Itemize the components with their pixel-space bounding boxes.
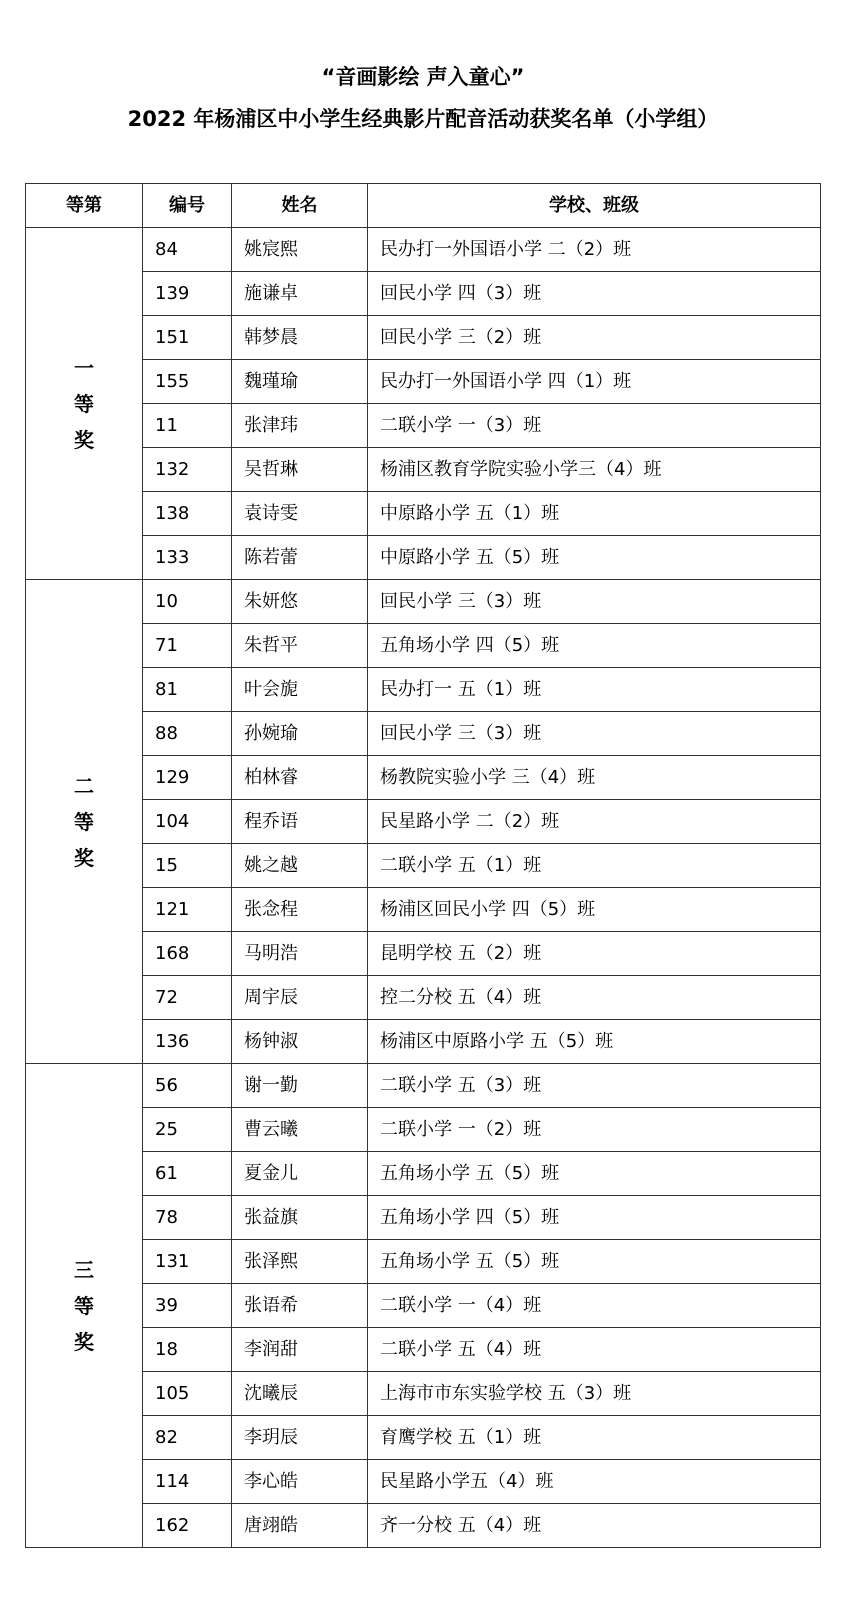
entry-number: 82 bbox=[143, 1416, 232, 1460]
school-class: 五角场小学 四（5）班 bbox=[368, 1196, 821, 1240]
school-class: 二联小学 五（3）班 bbox=[368, 1064, 821, 1108]
student-name: 袁诗雯 bbox=[232, 492, 368, 536]
entry-number: 72 bbox=[143, 976, 232, 1020]
student-name: 韩梦晨 bbox=[232, 316, 368, 360]
school-class: 民办打一 五（1）班 bbox=[368, 668, 821, 712]
student-name: 李润甜 bbox=[232, 1328, 368, 1372]
entry-number: 18 bbox=[143, 1328, 232, 1372]
table-row bbox=[26, 580, 821, 624]
table-row bbox=[26, 1020, 821, 1064]
student-name: 沈曦辰 bbox=[232, 1372, 368, 1416]
award-grade-label: 二等奖 bbox=[74, 773, 94, 870]
student-name: 杨钟淑 bbox=[232, 1020, 368, 1064]
entry-number: 61 bbox=[143, 1152, 232, 1196]
table-row bbox=[26, 888, 821, 932]
student-name: 张泽熙 bbox=[232, 1240, 368, 1284]
student-name: 朱哲平 bbox=[232, 624, 368, 668]
school-class: 民星路小学 二（2）班 bbox=[368, 800, 821, 844]
entry-number: 121 bbox=[143, 888, 232, 932]
entry-number: 81 bbox=[143, 668, 232, 712]
entry-number: 155 bbox=[143, 360, 232, 404]
student-name: 程乔语 bbox=[232, 800, 368, 844]
award-table bbox=[25, 183, 821, 1548]
header-grade: 等第 bbox=[26, 184, 143, 228]
entry-number: 132 bbox=[143, 448, 232, 492]
student-name: 李心皓 bbox=[232, 1460, 368, 1504]
title-line-1: “音画影绘 声入童心” bbox=[321, 65, 525, 89]
student-name: 朱妍悠 bbox=[232, 580, 368, 624]
entry-number: 131 bbox=[143, 1240, 232, 1284]
school-class: 昆明学校 五（2）班 bbox=[368, 932, 821, 976]
table-row bbox=[26, 228, 821, 272]
school-class: 回民小学 三（2）班 bbox=[368, 316, 821, 360]
school-class: 杨浦区回民小学 四（5）班 bbox=[368, 888, 821, 932]
entry-number: 11 bbox=[143, 404, 232, 448]
school-class: 二联小学 一（2）班 bbox=[368, 1108, 821, 1152]
table-header-row bbox=[26, 184, 821, 228]
entry-number: 71 bbox=[143, 624, 232, 668]
entry-number: 10 bbox=[143, 580, 232, 624]
student-name: 吴哲琳 bbox=[232, 448, 368, 492]
entry-number: 56 bbox=[143, 1064, 232, 1108]
award-grade-cell bbox=[26, 580, 143, 1064]
school-class: 齐一分校 五（4）班 bbox=[368, 1504, 821, 1548]
table-row bbox=[26, 1152, 821, 1196]
table-row bbox=[26, 756, 821, 800]
award-grade-label: 一等奖 bbox=[74, 355, 94, 452]
student-name: 唐翊皓 bbox=[232, 1504, 368, 1548]
school-class: 民办打一外国语小学 四（1）班 bbox=[368, 360, 821, 404]
school-class: 二联小学 一（3）班 bbox=[368, 404, 821, 448]
student-name: 曹云曦 bbox=[232, 1108, 368, 1152]
school-class: 上海市市东实验学校 五（3）班 bbox=[368, 1372, 821, 1416]
student-name: 张津玮 bbox=[232, 404, 368, 448]
table-row bbox=[26, 1284, 821, 1328]
table-row bbox=[26, 404, 821, 448]
award-table-body bbox=[26, 228, 821, 1548]
table-row bbox=[26, 668, 821, 712]
table-row bbox=[26, 1240, 821, 1284]
school-class: 育鹰学校 五（1）班 bbox=[368, 1416, 821, 1460]
table-row bbox=[26, 272, 821, 316]
entry-number: 39 bbox=[143, 1284, 232, 1328]
entry-number: 88 bbox=[143, 712, 232, 756]
entry-number: 129 bbox=[143, 756, 232, 800]
student-name: 李玥辰 bbox=[232, 1416, 368, 1460]
table-row bbox=[26, 492, 821, 536]
title-line-2: 2022 年杨浦区中小学生经典影片配音活动获奖名单（小学组） bbox=[127, 107, 719, 131]
table-row bbox=[26, 1372, 821, 1416]
student-name: 张益旗 bbox=[232, 1196, 368, 1240]
table-row bbox=[26, 1416, 821, 1460]
student-name: 马明浩 bbox=[232, 932, 368, 976]
school-class: 回民小学 四（3）班 bbox=[368, 272, 821, 316]
table-row bbox=[26, 1328, 821, 1372]
entry-number: 84 bbox=[143, 228, 232, 272]
header-number: 编号 bbox=[143, 184, 232, 228]
award-grade-cell bbox=[26, 1064, 143, 1548]
school-class: 五角场小学 五（5）班 bbox=[368, 1152, 821, 1196]
student-name: 张念程 bbox=[232, 888, 368, 932]
school-class: 杨浦区中原路小学 五（5）班 bbox=[368, 1020, 821, 1064]
header-school: 学校、班级 bbox=[368, 184, 821, 228]
table-row bbox=[26, 844, 821, 888]
school-class: 控二分校 五（4）班 bbox=[368, 976, 821, 1020]
school-class: 民星路小学五（4）班 bbox=[368, 1460, 821, 1504]
school-class: 杨教院实验小学 三（4）班 bbox=[368, 756, 821, 800]
school-class: 五角场小学 四（5）班 bbox=[368, 624, 821, 668]
table-row bbox=[26, 800, 821, 844]
entry-number: 136 bbox=[143, 1020, 232, 1064]
school-class: 五角场小学 五（5）班 bbox=[368, 1240, 821, 1284]
student-name: 陈若蕾 bbox=[232, 536, 368, 580]
student-name: 张语希 bbox=[232, 1284, 368, 1328]
entry-number: 168 bbox=[143, 932, 232, 976]
award-grade-cell bbox=[26, 228, 143, 580]
entry-number: 151 bbox=[143, 316, 232, 360]
table-row bbox=[26, 1460, 821, 1504]
school-class: 二联小学 一（4）班 bbox=[368, 1284, 821, 1328]
table-row bbox=[26, 360, 821, 404]
entry-number: 25 bbox=[143, 1108, 232, 1152]
table-row bbox=[26, 624, 821, 668]
school-class: 回民小学 三（3）班 bbox=[368, 712, 821, 756]
table-row bbox=[26, 1108, 821, 1152]
student-name: 夏金儿 bbox=[232, 1152, 368, 1196]
school-class: 中原路小学 五（5）班 bbox=[368, 536, 821, 580]
entry-number: 114 bbox=[143, 1460, 232, 1504]
entry-number: 15 bbox=[143, 844, 232, 888]
entry-number: 138 bbox=[143, 492, 232, 536]
table-row bbox=[26, 1196, 821, 1240]
entry-number: 133 bbox=[143, 536, 232, 580]
school-class: 二联小学 五（1）班 bbox=[368, 844, 821, 888]
table-row bbox=[26, 712, 821, 756]
student-name: 孙婉瑜 bbox=[232, 712, 368, 756]
student-name: 姚宸熙 bbox=[232, 228, 368, 272]
student-name: 柏林睿 bbox=[232, 756, 368, 800]
entry-number: 139 bbox=[143, 272, 232, 316]
table-row bbox=[26, 976, 821, 1020]
table-row bbox=[26, 316, 821, 360]
table-row bbox=[26, 448, 821, 492]
student-name: 施谦卓 bbox=[232, 272, 368, 316]
student-name: 叶会旎 bbox=[232, 668, 368, 712]
table-row bbox=[26, 1064, 821, 1108]
entry-number: 162 bbox=[143, 1504, 232, 1548]
school-class: 回民小学 三（3）班 bbox=[368, 580, 821, 624]
student-name: 谢一勤 bbox=[232, 1064, 368, 1108]
table-row bbox=[26, 1504, 821, 1548]
school-class: 二联小学 五（4）班 bbox=[368, 1328, 821, 1372]
student-name: 周宇辰 bbox=[232, 976, 368, 1020]
award-grade-label: 三等奖 bbox=[74, 1257, 94, 1354]
entry-number: 78 bbox=[143, 1196, 232, 1240]
school-class: 杨浦区教育学院实验小学三（4）班 bbox=[368, 448, 821, 492]
table-row bbox=[26, 536, 821, 580]
table-row bbox=[26, 932, 821, 976]
student-name: 姚之越 bbox=[232, 844, 368, 888]
entry-number: 104 bbox=[143, 800, 232, 844]
student-name: 魏瑾瑜 bbox=[232, 360, 368, 404]
entry-number: 105 bbox=[143, 1372, 232, 1416]
header-name: 姓名 bbox=[232, 184, 368, 228]
school-class: 中原路小学 五（1）班 bbox=[368, 492, 821, 536]
school-class: 民办打一外国语小学 二（2）班 bbox=[368, 228, 821, 272]
